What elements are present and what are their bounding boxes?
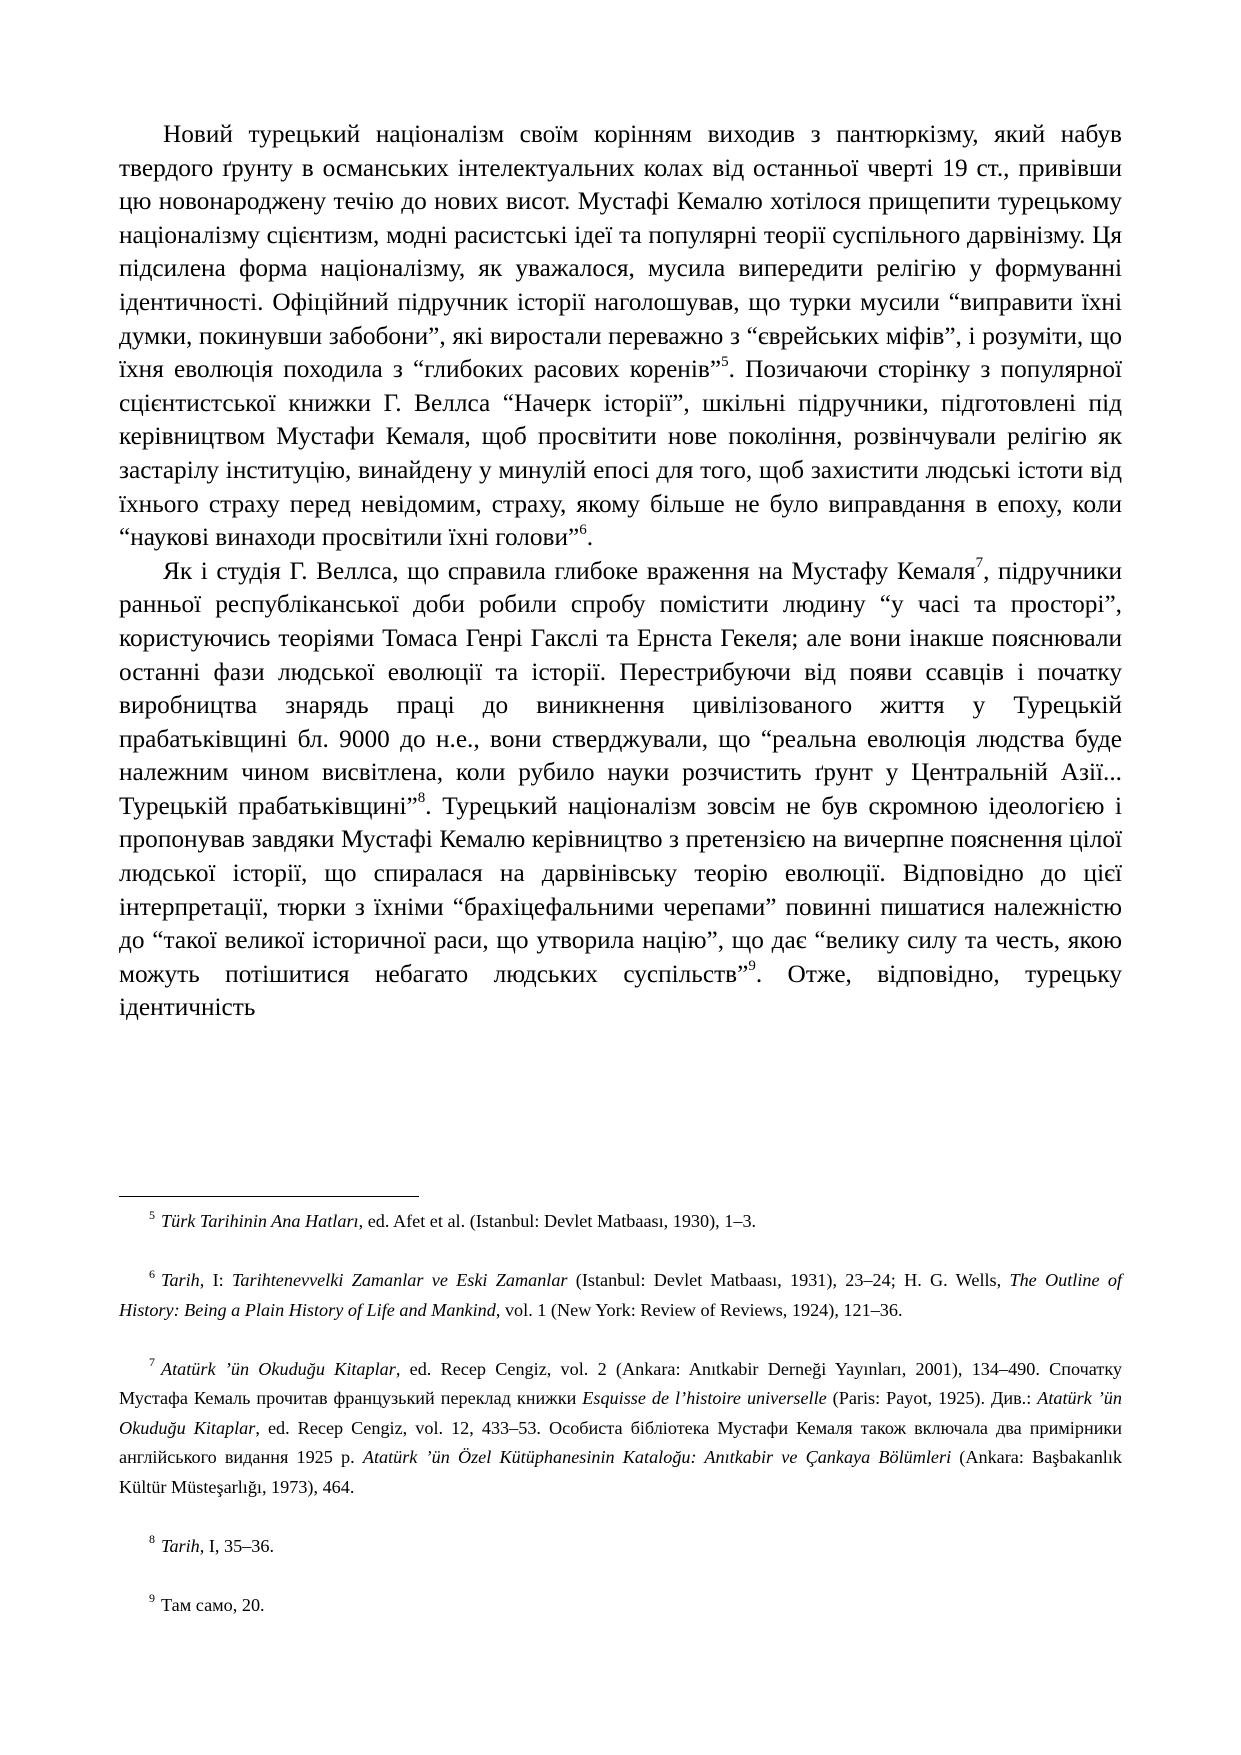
italic-title: Atatürk ’ün Okuduğu Kitaplar [161,1358,396,1379]
text-run: , ed. Afet et al. (Istanbul: Devlet Matbaası, 1930), 1–3. [358,1211,757,1231]
text-run: , I, 35–36. [199,1535,275,1556]
footnote-number: 5 [149,1207,155,1222]
footnote-7 [119,1355,1122,1503]
footnote-number: 7 [149,1355,155,1370]
text-run: Як і студія Г. Веллса, що справила глибоке враження на Мустафу Кемаля [163,556,976,585]
footnote-9 [119,1591,1122,1621]
text-run: , ed. Recep Cengiz, vol. 12, 433–53. Особиста бібліотека Мустафи Кемаля також включала два примірники англійського видання 1925 р. [119,1417,1122,1467]
text-run: . Турецький націоналізм зовсім не був скромною ідеологією і пропонував завдяки Мустафі Кемалю керівництво з претензією на вичерпне пояснення цілої людської історії, що спиралася на дарвінівську теорію еволюції. Відповідно до цієї інтерпретації, тюрки з їхніми “брахіцефальними черепами” повинні пишатися належністю до “такої великої історичної раси, що утворила націю”, що дає “велику силу та честь, якою можуть потішитися небагато людських суспільств” [119,791,1122,988]
italic-title: Türk Tarihinin Ana Hatları [161,1211,359,1231]
italic-title: Tarih [161,1535,200,1556]
text-run: (Paris: Payot, 1925). Див.: [826,1388,1038,1408]
text-run: . [586,523,594,552]
footnote-6 [119,1266,1122,1325]
footnote-reference: 6 [579,521,587,538]
italic-title: Tarih [161,1270,200,1290]
text-run: , ed. Recep Cengiz, vol. 2 (Ankara: Anıtkabir Derneği Yayınları, 2001), 134–490. Спочатку Мустафа Кемаль прочитав французький переклад книжки [119,1358,1123,1408]
footnote-separator [119,1196,419,1197]
text-run: (Istanbul: Devlet Matbaası, 1931), 23–24; H. G. Wells, [567,1270,1010,1290]
italic-title: Atatürk ’ün Okuduğu Kitaplar [119,1388,1122,1438]
text-run: (Ankara: Başbakanlık Kültür Müsteşarlığı, 1973), 464. [119,1447,1123,1497]
body-paragraph [119,118,1122,555]
footnote-reference: 7 [975,555,984,572]
footnote-reference: 8 [417,790,426,807]
text-run: . Позичаючи сторінку з популярної сцієнтистської книжки Г. Веллса “Начерк історії”, шкільні підручники, підготовлені під керівництвом Мустафи Кемаля, щоб просвітити нове покоління, розвінчували релігію як застарілу інституцію, винайдену у минулій епосі для того, щоб захистити людські істоти від їхнього страху перед невідомим, страху, якому більше не було виправдання в епоху, коли “наукові винаходи просвітили їхні голови” [119,355,1122,552]
text-run: , підручники ранньої республіканської доби робили спробу помістити людину “у часі та просторі”, користуючись теоріями Томаса Генрі Гакслі та Ернста Гекеля; але вони інакше пояснювали останні фази людської еволюції та історії. Перестрибуючи від появи ссавців і початку виробництва знарядь праці до виникнення цивілізованого життя у Турецькій прабатьківщині бл. 9000 до н.е., вони стверджували, що “реальна еволюція людства буде належним чином висвітлена, коли рубило науки розчистить ґрунт у Центральній Азії... Турецькій прабатьківщині” [119,556,1122,820]
body-text [119,118,1122,1025]
footnotes [119,1207,1122,1650]
footnote-number: 8 [149,1532,155,1547]
text-run: , I: [199,1270,232,1290]
footnote-reference: 9 [748,958,756,975]
italic-title: Atatürk ’ün Özel Kütüphanesinin Kataloğu: Anıtkabir ve Çankaya Bölümleri [362,1447,952,1467]
footnote-8 [119,1532,1122,1562]
footnote-number: 9 [149,1591,155,1606]
text-run: . Отже, відповідно, турецьку ідентичність [119,959,1122,1022]
italic-title: The Outline of History: Being a Plain History of Life and Mankind [119,1270,1122,1320]
text-run: Там само, 20. [161,1594,265,1615]
body-paragraph [119,555,1122,1025]
text-run: Новий турецький націоналізм своїм корінням виходив з пантюркізму, який набув твердого ґрунту в османських інтелектуальних колах від останньої чверті 19 ст., привівши цю новонароджену течію до нових висот. Мустафі Кемалю хотілося прищепити турецькому націоналізму сцієнтизм, модні расистські ідеї та популярні теорії суспільного дарвінізму. Ця підсилена форма націоналізму, як уважалося, мусила випередити релігію у формуванні ідентичності. Офіційний підручник історії наголошував, що турки мусили “виправити їхні думки, покинувши забобони”, які виростали переважно з “єврейських міфів”, і розуміти, що їхня еволюція походила з “глибоких расових коренів” [119,120,1122,384]
footnote-5 [119,1207,1122,1237]
footnote-number: 6 [149,1266,155,1281]
italic-title: Esquisse de l’histoire universelle [582,1388,827,1408]
footnote-reference: 5 [721,353,729,370]
italic-title: Tarihtenevvelki Zamanlar ve Eski Zamanlar [231,1270,568,1290]
text-run: , vol. 1 (New York: Review of Reviews, 1924), 121–36. [495,1299,903,1320]
